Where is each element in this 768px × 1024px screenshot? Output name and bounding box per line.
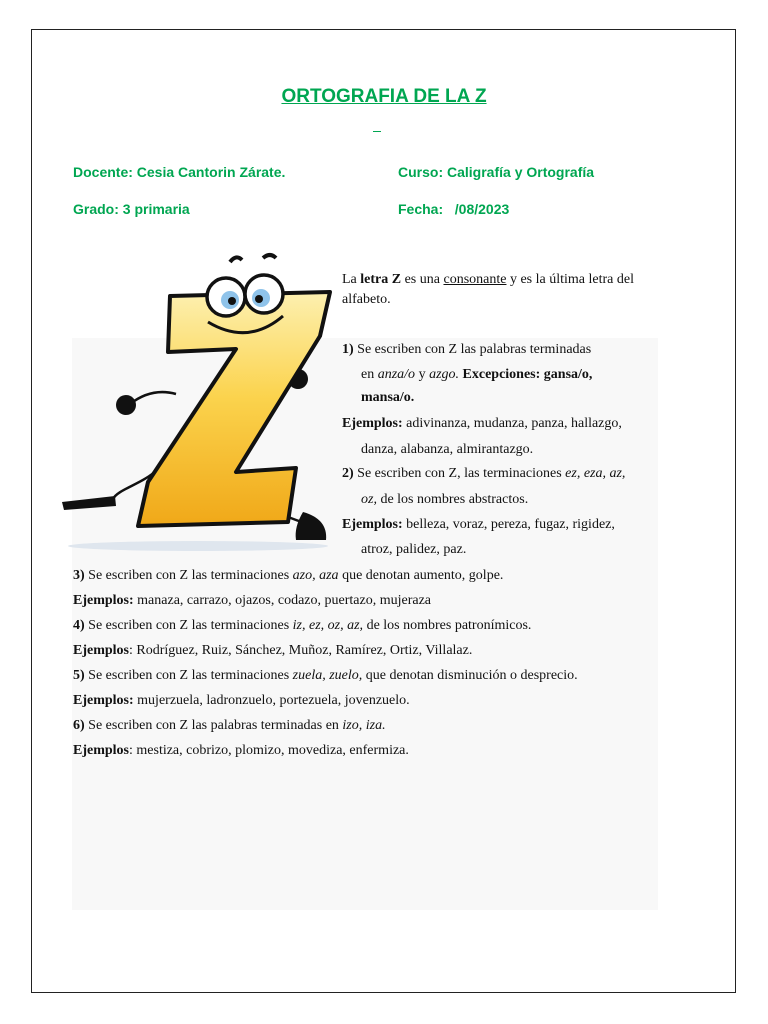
- rule-2-line-2: oz, de los nombres abstractos.: [361, 492, 529, 507]
- examples-2-line-1: Ejemplos: belleza, voraz, pereza, fugaz, rigidez,: [342, 517, 615, 532]
- rule-3: 3) Se escriben con Z las terminaciones azo, aza que denotan aumento, golpe.: [73, 568, 504, 583]
- rule-1-line-1: 1) Se escriben con Z las palabras terminadas: [342, 342, 592, 357]
- course-label: Curso: Caligrafía y Ortografía: [398, 164, 595, 180]
- intro-bold: letra Z: [360, 272, 402, 287]
- examples-2-line-2: atroz, palidez, paz.: [361, 542, 467, 557]
- examples-4: Ejemplos: Rodríguez, Ruiz, Sánchez, Muñoz, Ramírez, Ortiz, Villalaz.: [73, 643, 473, 658]
- examples-1-line-2: danza, alabanza, almirantazgo.: [361, 442, 534, 457]
- date-label: Fecha: /08/2023: [398, 201, 510, 217]
- examples-1-line-1: Ejemplos: adivinanza, mudanza, panza, hallazgo,: [342, 416, 622, 431]
- rule-5: 5) Se escriben con Z las terminaciones zuela, zuelo, que denotan disminución o desprecio.: [73, 668, 578, 683]
- intro-paragraph: La letra Z es una consonante y es la última letra del alfabeto.: [342, 272, 634, 307]
- grade-label: Grado: 3 primaria: [73, 201, 190, 217]
- rule-6: 6) Se escriben con Z las palabras terminadas en izo, iza.: [73, 718, 386, 733]
- examples-6: Ejemplos: mestiza, cobrizo, plomizo, movediza, enfermiza.: [73, 743, 409, 758]
- examples-3: Ejemplos: manaza, carrazo, ojazos, codazo, puertazo, mujeraza: [73, 593, 431, 608]
- cartoon-letter-z-running-icon: [58, 244, 338, 559]
- intro-underlined: consonante: [443, 272, 507, 287]
- rule-4: 4) Se escriben con Z las terminaciones iz, ez, oz, az, de los nombres patronímicos.: [73, 618, 532, 633]
- document-title: ORTOGRAFIA DE LA Z: [281, 86, 487, 107]
- rule-2-line-1: 2) Se escriben con Z, las terminaciones ez, eza, az,: [342, 466, 626, 481]
- examples-5: Ejemplos: mujerzuela, ladronzuelo, portezuela, jovenzuelo.: [73, 693, 410, 708]
- title-dash: [373, 131, 381, 132]
- teacher-label: Docente: Cesia Cantorin Zárate.: [73, 164, 286, 180]
- rule-1-line-2: en anza/o y azgo. Excepciones: gansa/o,: [361, 367, 593, 382]
- rule-1-line-3: mansa/o.: [361, 390, 415, 405]
